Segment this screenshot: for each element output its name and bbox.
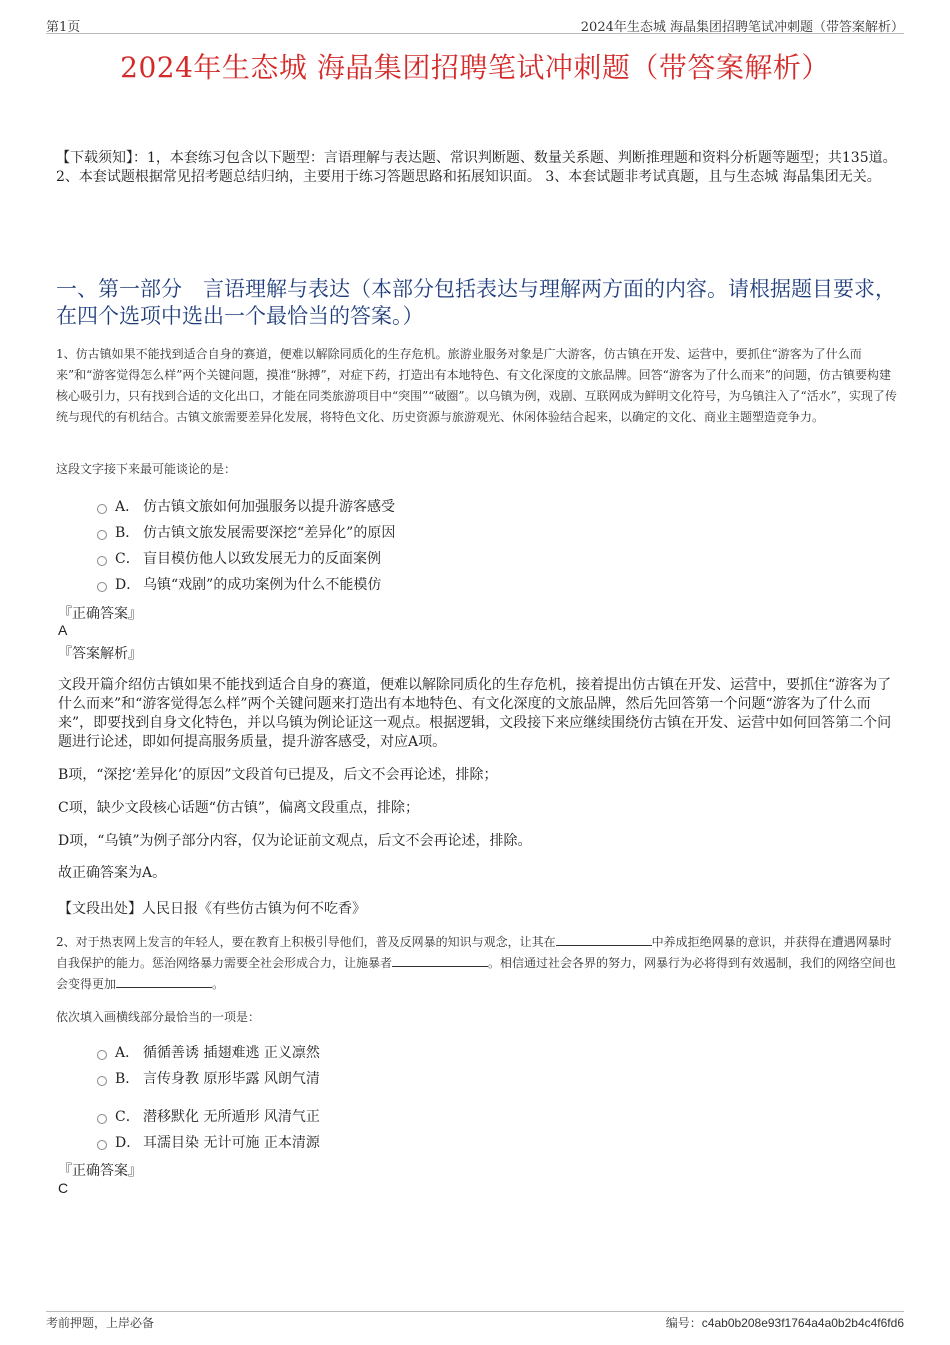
q1-analysis-conclusion: 故正确答案为A。	[58, 865, 167, 881]
q2-answer-label: 『正确答案』	[58, 1163, 142, 1179]
option-letter: B．	[115, 1071, 140, 1087]
radio-icon[interactable]	[97, 530, 107, 540]
question-1-passage: 1、仿古镇如果不能找到适合自身的赛道，便难以解除同质化的生存危机。旅游业服务对象是广大游客，仿古镇在开发、运营中，要抓住“游客为了什么而来”和“游客觉得怎么样”两个关键问题，摸准“脉搏”，对症下药，打造出有本地特色、有文化深度的文旅品牌。回答“游客为了什么而来”的问题，仿古镇要构建核心吸引力，只有找到合适的文化出口，才能在同类旅游项目中“突围”“破圈”。以乌镇为例，戏剧、互联网成为鲜明文化符号，为乌镇注入了“活水”，实现了传统与现代的有机结合。古镇文旅需要差异化发展，将特色文化、历史资源与旅游观光、休闲体验结合起来，以确定的文化、商业主题塑造竞争力。	[56, 347, 897, 424]
footer-code	[666, 1314, 904, 1331]
q1-option-c[interactable]	[97, 548, 381, 568]
q2-option-d[interactable]	[97, 1132, 320, 1152]
page-title: 2024年生态城 海晶集团招聘笔试冲刺题（带答案解析）	[120, 51, 830, 84]
option-letter: B．	[115, 525, 140, 541]
option-text: 潜移默化 无所遁形 风清气正	[143, 1109, 320, 1125]
q1-analysis-paragraph: 文段开篇介绍仿古镇如果不能找到适合自身的赛道，便难以解除同质化的生存危机，接着提出仿古镇在开发、运营中，要抓住“游客为了什么而来”和“游客觉得怎么样”两个关键问题来打造出有本地特色、有文化深度的文旅品牌，然后先回答第一个问题“游客为了什么而来”，即要找到自身文化特色，并以乌镇为例论证这一观点。根据逻辑，文段接下来应继续围绕仿古镇在开发、运营中如何回答第二个问题进行论述，即如何提高服务质量，提升游客感受，对应A项。	[58, 677, 892, 750]
option-text: 循循善诱 插翅难逃 正义凛然	[143, 1045, 320, 1061]
q2-option-b[interactable]	[97, 1068, 320, 1088]
option-text: 仿古镇文旅发展需要深挖“差异化”的原因	[143, 525, 396, 541]
footer-code-value: c4ab0b208e93f1764a4a0b2b4c4f6fd6	[701, 1316, 904, 1330]
q1-analysis-d: D项，“乌镇”为例子部分内容，仅为论证前文观点，后文不会再论述，排除。	[58, 833, 532, 849]
q1-source: 【文段出处】人民日报《有些仿古镇为何不吃香》	[58, 901, 366, 917]
fill-blank-2[interactable]	[392, 955, 488, 967]
q1-option-b[interactable]	[97, 522, 395, 542]
question-2-passage	[56, 932, 901, 995]
q2-option-c[interactable]	[97, 1106, 320, 1126]
question-2-prompt: 依次填入画横线部分最恰当的一项是：	[56, 1010, 261, 1024]
q1-analysis-c: C项，缺少文段核心话题“仿古镇”，偏离文段重点，排除；	[58, 800, 420, 816]
radio-icon[interactable]	[97, 1076, 107, 1086]
radio-icon[interactable]	[97, 1050, 107, 1060]
q1-option-d[interactable]	[97, 574, 381, 594]
option-letter: C．	[115, 1109, 140, 1125]
q1-analysis-label: 『答案解析』	[58, 646, 142, 662]
header-doc-title: 2024年生态城 海晶集团招聘笔试冲刺题（带答案解析）	[580, 20, 904, 35]
footer-code-label: 编号：	[665, 1316, 702, 1330]
q1-answer: A	[58, 622, 68, 638]
passage-part: 2、对于热衷网上发言的年轻人，要在教育上积极引导他们，普及反网暴的知识与观念，让其在	[56, 935, 556, 949]
option-letter: A．	[115, 1045, 140, 1061]
radio-icon[interactable]	[97, 582, 107, 592]
option-text: 盲目模仿他人以致发展无力的反面案例	[143, 551, 381, 567]
fill-blank-1[interactable]	[556, 934, 652, 946]
option-letter: D．	[115, 577, 141, 593]
option-letter: D．	[115, 1135, 141, 1151]
passage-part: 。	[212, 977, 225, 991]
footer-divider	[46, 1311, 904, 1312]
radio-icon[interactable]	[97, 1114, 107, 1124]
radio-icon[interactable]	[97, 556, 107, 566]
passage-part: 。相信通过社会各界的努力，网暴行为必将得到有效遏制，我们的网络空间也会变得更加	[56, 956, 897, 991]
section-heading: 一、第一部分 言语理解与表达（本部分包括表达与理解两方面的内容。请根据题目要求，在四个选项中选出一个最恰当的答案。）	[56, 277, 896, 328]
option-text: 耳濡目染 无计可施 正本清源	[143, 1135, 320, 1151]
q1-answer-label: 『正确答案』	[58, 606, 142, 622]
header-divider	[46, 33, 904, 34]
q2-option-a[interactable]	[97, 1042, 320, 1062]
option-text: 乌镇“戏剧”的成功案例为什么不能模仿	[143, 577, 382, 593]
q1-option-a[interactable]	[97, 496, 395, 516]
radio-icon[interactable]	[97, 1140, 107, 1150]
radio-icon[interactable]	[97, 504, 107, 514]
option-letter: A．	[115, 499, 140, 515]
q2-answer: C	[58, 1180, 69, 1196]
page-number: 第1页	[46, 20, 81, 35]
footer-slogan: 考前押题，上岸必备	[46, 1316, 155, 1330]
fill-blank-3[interactable]	[116, 976, 212, 988]
question-1-prompt: 这段文字接下来最可能谈论的是：	[56, 462, 237, 476]
option-letter: C．	[115, 551, 140, 567]
option-text: 言传身教 原形毕露 风朗气清	[143, 1071, 320, 1087]
passage-part: 中养成拒绝网暴的意识，并获得在遭遇网暴时自我保护的能力。惩治网络暴力需要全社会形成合力，让施暴者	[56, 935, 892, 970]
download-notice: 【下载须知】：1，本套练习包含以下题型：言语理解与表达题、常识判断题、数量关系题、判断推理题和资料分析题等题型；共135道。 2、本套试题根据常见招考题总结归纳，主要用于练习答题思路和拓展知识面。 3、本套试题非考试真题，且与生态城 海晶集团无关。	[56, 150, 897, 185]
q1-analysis-b: B项，“深挖‘差异化’的原因”文段首句已提及，后文不会再论述，排除；	[58, 767, 498, 783]
option-text: 仿古镇文旅如何加强服务以提升游客感受	[143, 499, 395, 515]
